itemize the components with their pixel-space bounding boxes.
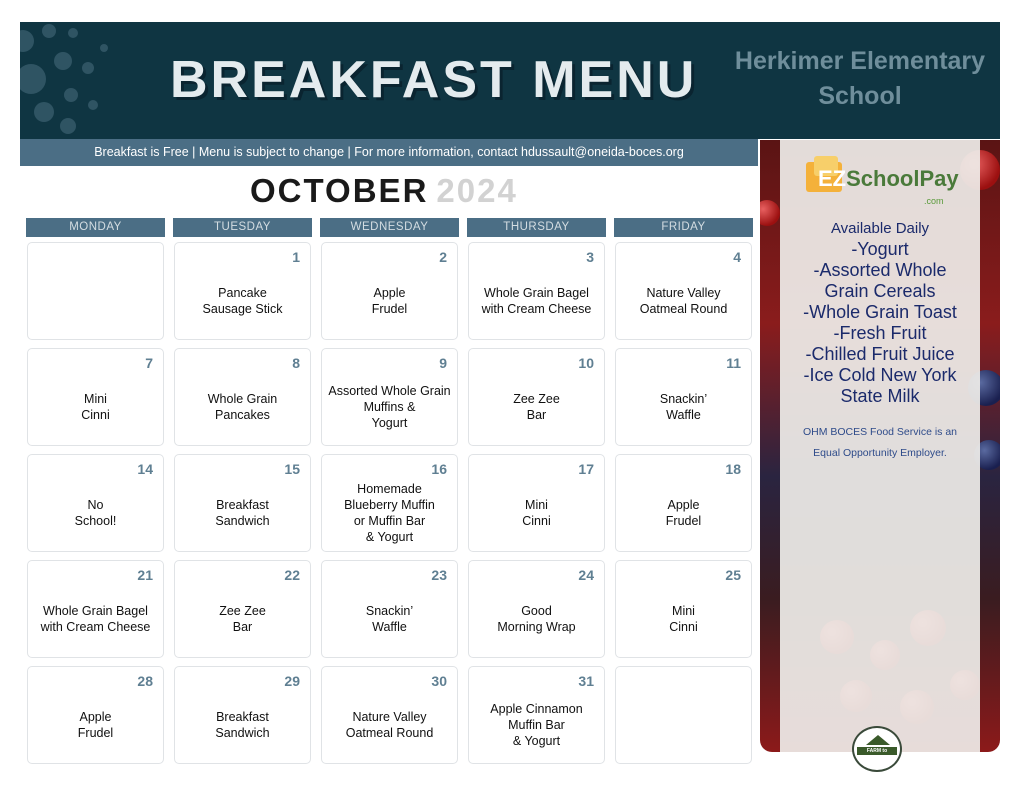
- barn-icon: [866, 735, 890, 745]
- date-number: 22: [284, 567, 300, 583]
- menu-item: Mini Cinni: [669, 604, 698, 634]
- date-number: 25: [725, 567, 741, 583]
- menu-item: Assorted Whole Grain Muffins & Yogurt: [328, 384, 451, 430]
- decorative-dot: [54, 52, 72, 70]
- calendar-cell: [27, 242, 164, 340]
- available-item: -Assorted Whole: [813, 260, 947, 280]
- calendar-cell: [321, 454, 458, 552]
- calendar-cell: [174, 454, 311, 552]
- menu-item: Mini Cinni: [522, 498, 551, 528]
- available-item: -Yogurt: [851, 239, 909, 259]
- month-name: OCTOBER: [250, 172, 429, 209]
- logo-text: EZSchoolPay: [818, 166, 959, 191]
- date-number: 15: [284, 461, 300, 477]
- date-number: 21: [137, 567, 153, 583]
- date-number: 18: [725, 461, 741, 477]
- info-bar: Breakfast is Free | Menu is subject to change | For more information, contact hdussault@oneida-boces.org: [20, 139, 758, 166]
- day-header-friday: FRIDAY: [614, 218, 753, 237]
- menu-item: Apple Cinnamon Muffin Bar & Yogurt: [490, 702, 583, 748]
- calendar-cell: [27, 560, 164, 658]
- decorative-dot: [34, 102, 54, 122]
- calendar-cell: [27, 348, 164, 446]
- date-number: 14: [137, 461, 153, 477]
- menu-item: Whole Grain Bagel with Cream Cheese: [40, 604, 151, 634]
- available-item: State Milk: [840, 386, 920, 406]
- date-number: 7: [145, 355, 153, 371]
- menu-item: Snackin’ Waffle: [365, 604, 414, 634]
- calendar-cell: [615, 454, 752, 552]
- decorative-dot: [42, 24, 56, 38]
- decorative-dot: [82, 62, 94, 74]
- date-number: 31: [578, 673, 594, 689]
- decorative-dot: [60, 118, 76, 134]
- menu-item: No School!: [74, 498, 117, 528]
- calendar-cell: [174, 242, 311, 340]
- decorative-dot: [20, 30, 34, 52]
- menu-item: Pancake Sausage Stick: [202, 286, 283, 316]
- calendar-cell: [468, 454, 605, 552]
- raspberry-image: [760, 200, 780, 226]
- school-name-line: Herkimer Elementary: [734, 47, 986, 75]
- date-number: 4: [733, 249, 741, 265]
- calendar-cell: [615, 666, 752, 764]
- calendar-cell: [27, 666, 164, 764]
- available-heading: Available Daily: [830, 220, 930, 237]
- date-number: 2: [439, 249, 447, 265]
- decorative-dot: [20, 64, 46, 94]
- date-number: 1: [292, 249, 300, 265]
- menu-item: Breakfast Sandwich: [215, 710, 270, 740]
- menu-item: Apple Frudel: [371, 286, 408, 316]
- available-item: -Ice Cold New York: [803, 365, 957, 385]
- menu-item: Apple Frudel: [77, 710, 114, 740]
- date-number: 24: [578, 567, 594, 583]
- day-header-monday: MONDAY: [26, 218, 165, 237]
- calendar-cell: [615, 242, 752, 340]
- calendar-cell: [321, 348, 458, 446]
- menu-item: Apple Frudel: [665, 498, 702, 528]
- date-number: 10: [578, 355, 594, 371]
- calendar-cell: [174, 560, 311, 658]
- available-daily: [780, 220, 980, 407]
- date-number: 28: [137, 673, 153, 689]
- menu-item: Nature Valley Oatmeal Round: [639, 286, 728, 316]
- decorative-dot: [64, 88, 78, 102]
- menu-item: Good Morning Wrap: [497, 604, 576, 634]
- available-item: -Whole Grain Toast: [803, 302, 957, 322]
- notice-line: OHM BOCES Food Service is an: [802, 426, 958, 438]
- calendar-cell: [321, 242, 458, 340]
- calendar-cell: [174, 666, 311, 764]
- menu-item: Zee Zee Bar: [513, 392, 560, 422]
- equal-opportunity-notice: [780, 422, 980, 464]
- menu-item: Whole Grain Bagel with Cream Cheese: [481, 286, 592, 316]
- menu-item: Homemade Blueberry Muffin or Muffin Bar & Yogurt: [344, 482, 435, 544]
- date-number: 30: [431, 673, 447, 689]
- available-item: -Fresh Fruit: [833, 323, 927, 343]
- available-item: -Chilled Fruit Juice: [805, 344, 955, 364]
- day-header-tuesday: TUESDAY: [173, 218, 312, 237]
- farm-to-school-logo: [852, 726, 902, 772]
- month-title: [250, 172, 518, 210]
- date-number: 8: [292, 355, 300, 371]
- day-header-wednesday: WEDNESDAY: [320, 218, 459, 237]
- date-number: 11: [726, 355, 741, 371]
- school-name: [720, 44, 1000, 114]
- menu-item: [30, 267, 161, 335]
- farm-logo-text: FARM to SCHOOL: [857, 747, 897, 755]
- menu-item: [618, 691, 749, 759]
- date-number: 29: [284, 673, 300, 689]
- available-item: Grain Cereals: [824, 281, 936, 301]
- menu-item: Breakfast Sandwich: [215, 498, 270, 528]
- notice-line: Equal Opportunity Employer.: [813, 447, 947, 459]
- day-header-thursday: THURSDAY: [467, 218, 606, 237]
- calendar-cell: [468, 242, 605, 340]
- calendar-cell: [321, 560, 458, 658]
- date-number: 23: [431, 567, 447, 583]
- decorative-dot: [68, 28, 78, 38]
- school-name-line: School: [818, 82, 902, 110]
- calendar-cell: [468, 560, 605, 658]
- sidebar-panel: [760, 140, 1000, 752]
- calendar-cell: [615, 348, 752, 446]
- ezschoolpay-logo: [806, 156, 966, 206]
- date-number: 16: [431, 461, 447, 477]
- menu-item: Snackin’ Waffle: [659, 392, 708, 422]
- menu-item: Zee Zee Bar: [219, 604, 266, 634]
- header-banner: [20, 22, 1000, 139]
- page-title: BREAKFAST MENU: [170, 51, 698, 109]
- calendar-cell: [468, 348, 605, 446]
- menu-item: Whole Grain Pancakes: [207, 392, 278, 422]
- date-number: 17: [578, 461, 594, 477]
- decorative-dot: [88, 100, 98, 110]
- calendar-cell: [615, 560, 752, 658]
- decorative-dot: [100, 44, 108, 52]
- date-number: 9: [439, 355, 447, 371]
- calendar-cell: [27, 454, 164, 552]
- calendar-cell: [468, 666, 605, 764]
- calendar-cell: [321, 666, 458, 764]
- menu-item: Mini Cinni: [81, 392, 110, 422]
- calendar-cell: [174, 348, 311, 446]
- date-number: 3: [586, 249, 594, 265]
- logo-domain: .com: [924, 196, 944, 206]
- menu-item: Nature Valley Oatmeal Round: [345, 710, 434, 740]
- month-year: 2024: [436, 172, 518, 209]
